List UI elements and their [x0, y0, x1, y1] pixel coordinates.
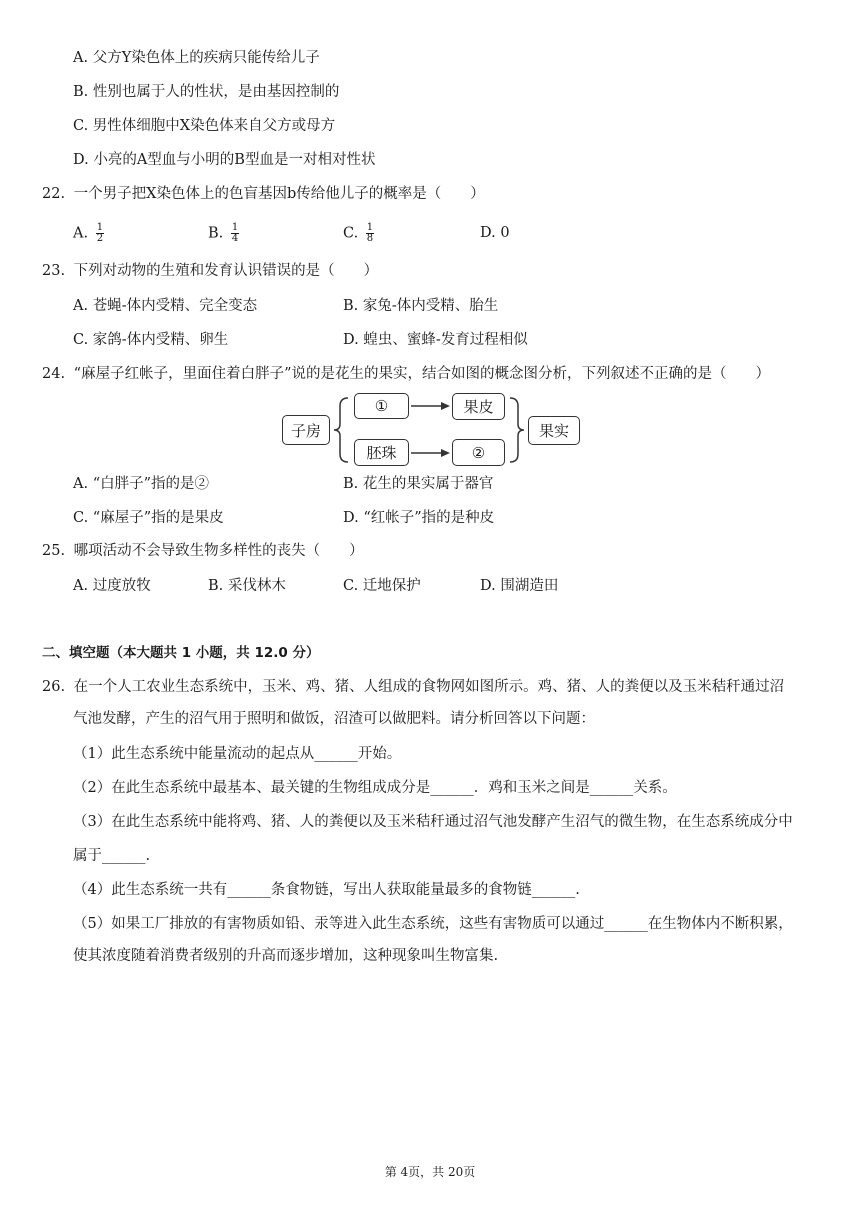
q25-stem: [42, 541, 364, 561]
box-two: ②: [452, 439, 505, 466]
left-brace: [334, 398, 348, 462]
q26-sub1: （1）此生态系统中能量流动的起点从______开始。: [73, 746, 402, 762]
q26-sub2: （2）在此生态系统中最基本、最关键的生物组成成分是______．鸡和玉米之间是______关系。: [73, 780, 677, 796]
q25-option-d: [480, 576, 558, 596]
page-footer: 第 4页，共 20页: [384, 1165, 476, 1179]
fraction-denominator: 4: [231, 233, 239, 244]
option-letter: B.: [73, 84, 89, 100]
q24-option-c: [73, 508, 224, 528]
option-text: 父方Y染色体上的疾病只能传给儿子: [92, 50, 320, 66]
fraction: [366, 223, 374, 244]
fraction: [96, 223, 104, 244]
question-number: 25.: [42, 543, 66, 559]
fraction-numerator: 1: [366, 222, 374, 233]
q26-stem-line2: 气池发酵，产生的沼气用于照明和做饭，沼渣可以做肥料。请分析回答以下问题：: [73, 711, 595, 727]
q26-sub5-line1: （5）如果工厂排放的有害物质如铅、汞等进入此生态系统，这些有害物质可以通过______在生物体内不断积累，: [73, 916, 793, 932]
option-letter: C.: [73, 118, 89, 134]
q23-stem: [42, 261, 378, 281]
option-letter: D.: [73, 152, 89, 168]
question-number: 22.: [42, 186, 66, 202]
q21-option-a: [73, 48, 320, 68]
q25-option-a: [73, 576, 151, 596]
fraction-denominator: 8: [366, 233, 374, 244]
option-letter: C.: [73, 510, 89, 526]
option-letter: A.: [73, 578, 89, 594]
question-number: 23.: [42, 263, 66, 279]
arrow-top-head: [441, 402, 450, 410]
q22-option-d: [480, 223, 510, 243]
option-letter: C.: [73, 332, 89, 348]
q21-option-d: [73, 150, 375, 170]
q22-stem: [42, 184, 485, 204]
option-letter: D.: [343, 510, 359, 526]
option-text: 家兔-体内受精、胎生: [362, 298, 499, 314]
q23-option-c: [73, 330, 228, 350]
option-letter: A.: [73, 225, 89, 242]
q22-option-a: [73, 223, 104, 244]
fraction-numerator: 1: [96, 222, 104, 233]
option-letter: A.: [73, 298, 89, 314]
option-text: 蝗虫、蜜蜂-发育过程相似: [363, 332, 528, 348]
fraction-numerator: 1: [231, 222, 239, 233]
box-ovule: 胚珠: [354, 439, 409, 466]
box-ovary: 子房: [282, 415, 330, 445]
option-letter: B.: [208, 225, 224, 242]
q26-sub5-line2: 使其浓度随着消费者级别的升高而逐步增加，这种现象叫生物富集.: [73, 948, 499, 964]
box-one: ①: [354, 393, 409, 419]
question-number: 24.: [42, 366, 66, 382]
right-brace: [510, 398, 524, 462]
question-number: 26.: [42, 679, 66, 695]
q22-option-b: [208, 223, 239, 244]
q24-stem: [42, 364, 770, 384]
option-letter: D.: [343, 332, 359, 348]
q23-option-b: [343, 296, 498, 316]
concept-diagram: [278, 392, 584, 470]
option-text: 男性体细胞中X染色体来自父方或母方: [92, 118, 336, 134]
option-letter: A.: [73, 476, 89, 492]
option-letter: A.: [73, 50, 89, 66]
option-text: 迁地保护: [362, 578, 421, 594]
q24-option-a: [73, 474, 209, 494]
q26-sub4: （4）此生态系统一共有______条食物链，写出人获取能量最多的食物链______.: [73, 882, 580, 898]
box-fruit: 果实: [528, 416, 580, 445]
q25-option-b: [208, 576, 286, 596]
question-text: 哪项活动不会导致生物多样性的丧失（ ）: [73, 543, 364, 559]
question-text: 在一个人工农业生态系统中，玉米、鸡、猪、人组成的食物网如图所示。鸡、猪、人的粪便以及玉米秸秆通过沼: [73, 679, 785, 695]
q21-option-c: [73, 116, 335, 136]
option-text: 性别也属于人的性状，是由基因控制的: [92, 84, 340, 100]
option-text: 0: [500, 225, 510, 241]
option-letter: C.: [343, 578, 359, 594]
q26-stem-line1: [42, 677, 784, 697]
option-letter: B.: [343, 298, 359, 314]
option-text: “白胖子”指的是②: [92, 476, 210, 492]
box-pericarp: 果皮: [452, 393, 505, 420]
q21-option-b: [73, 82, 339, 102]
option-text: 过度放牧: [92, 578, 151, 594]
option-text: “麻屋子”指的是果皮: [92, 510, 224, 526]
q26-sub3-line1: （3）在此生态系统中能将鸡、猪、人的粪便以及玉米秸秆通过沼气池发酵产生沼气的微生物，在生态系统成分中: [73, 814, 793, 830]
option-letter: D.: [480, 578, 496, 594]
fraction: [231, 223, 239, 244]
option-letter: D.: [480, 225, 496, 241]
question-text: 下列对动物的生殖和发育认识错误的是（ ）: [73, 263, 379, 279]
section-heading: 二、填空题（本大题共 1 小题，共 12.0 分）: [42, 645, 320, 661]
q23-option-d: [343, 330, 528, 350]
option-letter: C.: [343, 225, 359, 242]
fraction-denominator: 2: [96, 233, 104, 244]
option-letter: B.: [343, 476, 359, 492]
q23-option-a: [73, 296, 257, 316]
option-text: “红帐子”指的是种皮: [363, 510, 495, 526]
q24-option-d: [343, 508, 494, 528]
arrow-bottom-head: [441, 449, 450, 457]
option-text: 采伐林木: [227, 578, 286, 594]
option-text: 苍蝇-体内受精、完全变态: [92, 298, 258, 314]
option-text: 小亮的A型血与小明的B型血是一对相对性状: [93, 152, 376, 168]
option-letter: B.: [208, 578, 224, 594]
option-text: 围湖造田: [500, 578, 559, 594]
option-text: 家鸽-体内受精、卵生: [92, 332, 229, 348]
q22-option-c: [343, 223, 374, 244]
q26-sub3-line2: 属于______.: [73, 848, 151, 864]
q24-option-b: [343, 474, 493, 494]
q25-option-c: [343, 576, 421, 596]
question-text: “麻屋子红帐子，里面住着白胖子”说的是花生的果实，结合如图的概念图分析，下列叙述不正确的是（ ）: [73, 366, 770, 382]
question-text: 一个男子把X染色体上的色盲基因b传给他儿子的概率是（ ）: [73, 186, 485, 202]
option-text: 花生的果实属于器官: [362, 476, 494, 492]
